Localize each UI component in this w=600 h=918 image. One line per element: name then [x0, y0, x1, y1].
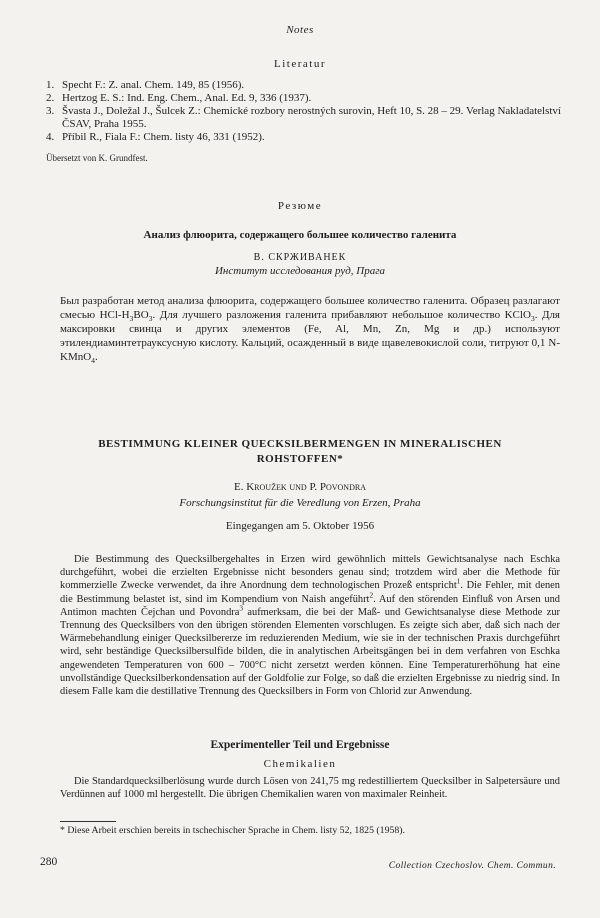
reference-list [46, 79, 566, 144]
rezume-institute: Институт исследования руд, Прага [214, 265, 385, 277]
article-authors: E. Kroužek und P. Povondra [234, 481, 366, 493]
article-institute: Forschungsinstitut für die Veredlung von Erzen, Praha [179, 497, 421, 509]
subsection-title: Chemikalien [263, 758, 337, 770]
page-number: 280 [40, 856, 58, 868]
rezume-heading: Резюме [277, 200, 323, 212]
reference-item: 2. Hertzog E. S.: Ind. Eng. Chem., Anal. Ed. 9, 336 (1937). [46, 92, 312, 104]
rezume-title: Анализ флюорита, содержащего большее количество галенита [143, 229, 457, 241]
reference-item: 1. Specht F.: Z. anal. Chem. 149, 85 (1956). [46, 79, 245, 91]
reference-item: 3. Švasta J., Doležal J., Šulcek Z.: Chemické rozbory nerostných surovin, Heft 10, S. 28 – 29. Verlag Nakladatelství ČSAV, Praha 1955. [46, 105, 561, 130]
section-title: Experimenteller Teil und Ergebnisse [210, 739, 390, 751]
article-intro-paragraph: Die Bestimmung des Quecksilbergehaltes in Erzen wird gewöhnlich mittels Gewichtsanalyse nach Eschka durchgeführt, wobei die erzielten Ergebnisse nicht besonders genau sind; trotzdem wird aber die Methode für kommerzielle Zwecke verwendet, da ihre Anordnung dem technologischen Prozeß entspricht$^1$. Die Fehler, mit denen die Bestimmung belastet ist, sind im Kompendium von Naish angeführt$^2$. Auf den störenden Einfluß von Arsen und Antimon machten Čejchan und Povondra$^3$ aufmerksam, die bei der Maß- und Gewichtsanalyse diese Methode zur Trennung des Quecksilbers von den übrigen störenden Elementen vorschlugen. Es zeigte sich aber, daß sich nach der Wärmebehandlung einiger Quecksilbererze im reduzierenden Medium, wie sie in der technischen Praxis durchgeführt wird, sehr beständige Quecksilbersulfide bilden, die in analytischen Arbeitsgängen bei in dem verfahren von Eschka angewendeten Temperaturen von 600 – 700°C nicht zersetzt werden können. Eine Temperaturerhöhung hat eine unvollständige Quecksilberkondensation auf der Goldfolie zur Folge, so daß die erzielten Ergebnisse zu niedrig sind. In diesem Falle kam die destillative Trennung des Quecksilbers in Form von Chlorid zur Anwendung. [60, 554, 560, 698]
chemikalien-paragraph: Die Standardquecksilberlösung wurde durch Lösen von 241,75 mg redestilliertem Quecksilber in Salpetersäure und Verdünnen auf 1000 ml hergestellt. Die übrigen Chemikalien waren von maximaler Reinheit. [60, 776, 560, 801]
translator-credit: Übersetzt von K. Grundfest. [46, 153, 148, 163]
running-header: Notes [286, 24, 314, 36]
footnote: * Diese Arbeit erschien bereits in tschechischer Sprache in Chem. listy 52, 1825 (1958). [60, 825, 405, 836]
rezume-body: Был разработан метод анализа флюорита, содержащего большее количество галенита. Образец разлагают смесью HCl-$H_3BO_3$. Для лучшего разложения галенита прибавляют небольшое количество KClO$_3$. Для максировки свинца и других элементов (Fe, Al, Mn, Zn, Mg и др.) используют этилендиаминтетрауксусную кислоту. Кальций, осажденный в виде щавелевокислой соли, титруют 0,1 N-KMnO$_4$. [60, 295, 560, 366]
reference-item: 4. Příbil R., Fiala F.: Chem. listy 46, 331 (1952). [46, 131, 265, 143]
rezume-author: В. СКРЖИВАНЕК [253, 252, 347, 263]
literatur-heading: Literatur [274, 58, 326, 70]
footnote-rule [60, 821, 116, 822]
received-date: Eingegangen am 5. Oktober 1956 [225, 520, 375, 532]
article-title: BESTIMMUNG KLEINER QUECKSILBERMENGEN IN MINERALISCHEN ROHSTOFFEN* [98, 438, 502, 465]
journal-name: Collection Czechoslov. Chem. Commun. [388, 861, 556, 871]
